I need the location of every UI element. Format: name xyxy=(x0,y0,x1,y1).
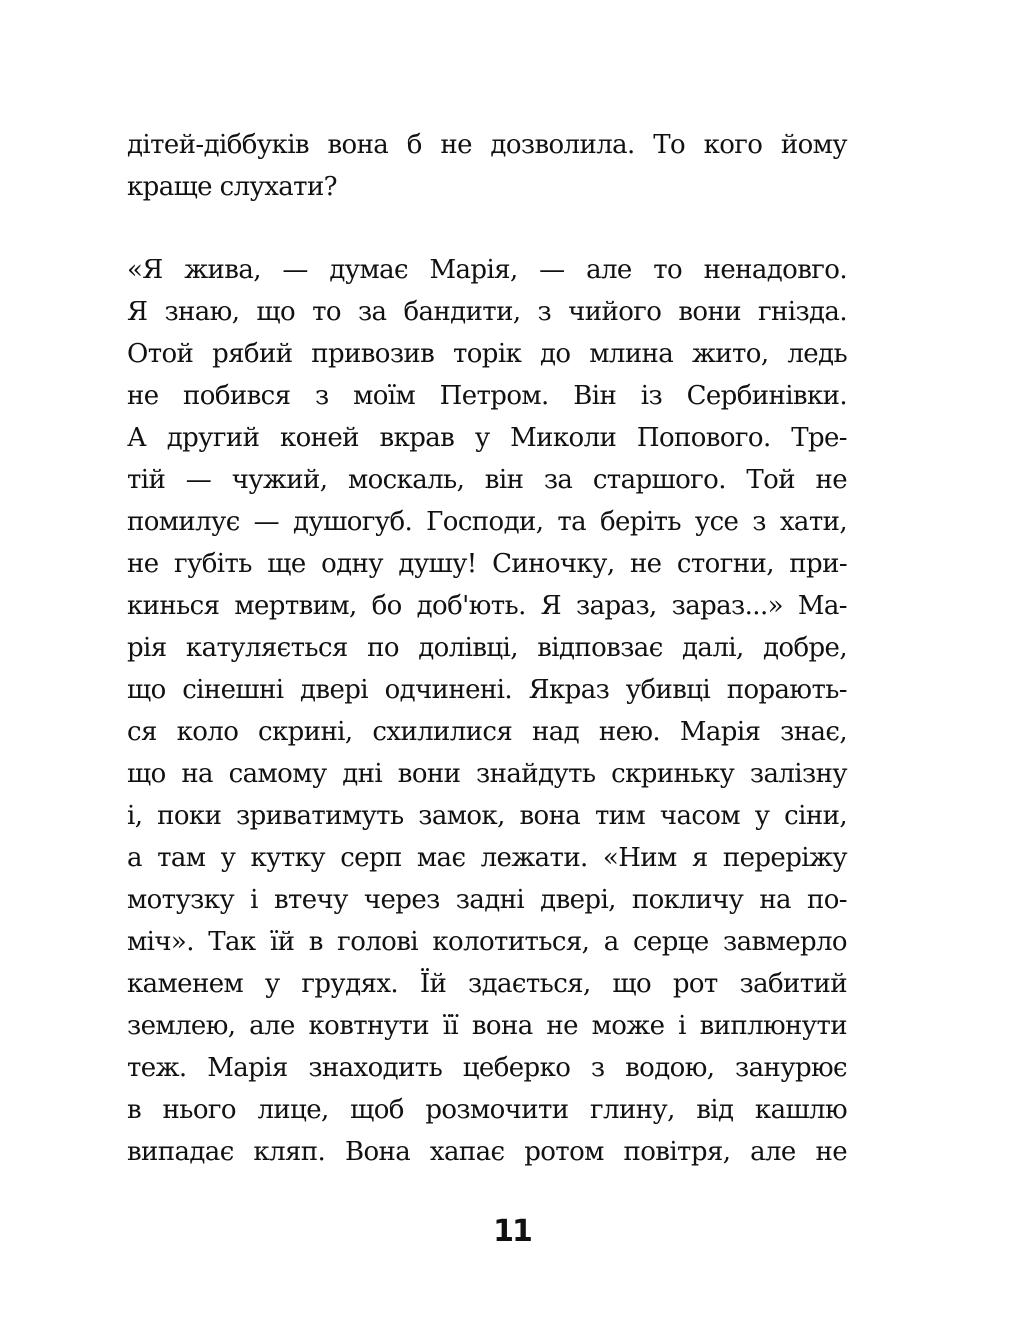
text-line: помилує — душогуб. Господи, та беріть усе з хати, xyxy=(127,507,847,537)
text-line: каменем у грудях. Їй здається, що рот забитий xyxy=(127,969,847,999)
text-line: тій — чужий, москаль, він за старшого. Той не xyxy=(127,465,847,495)
page-number: 11 xyxy=(493,1214,531,1249)
text-line: рія катуляється по долівці, відповзає далі, добре, xyxy=(127,633,847,663)
text-line: міч». Так їй в голові колотиться, а серце завмерло xyxy=(127,927,847,957)
text-line: «Я жива, — думає Марія, — але то ненадовго. xyxy=(127,255,847,285)
text-line: теж. Марія знаходить цеберко з водою, занурює xyxy=(127,1053,847,1083)
text-line: що на самому дні вони знайдуть скриньку залізну xyxy=(127,759,847,789)
text-line: не губіть ще одну душу! Синочку, не стогни, при- xyxy=(127,549,847,579)
text-line: а там у кутку серп має лежати. «Ним я переріжу xyxy=(127,843,847,873)
text-line: дітей-діббуків вона б не дозволила. То кого йому xyxy=(127,130,847,160)
text-line: не побився з моїм Петром. Він із Сербинівки. xyxy=(127,381,847,411)
text-line: випадає кляп. Вона хапає ротом повітря, але не xyxy=(127,1137,847,1167)
text-line: кинься мертвим, бо доб'ють. Я зараз, зараз...» Ма- xyxy=(127,591,847,621)
text-line: А другий коней вкрав у Миколи Попового. Тре- xyxy=(127,423,847,453)
text-line: Отой рябий привозив торік до млина жито, ледь xyxy=(127,339,847,369)
text-line: краще слухати? xyxy=(127,172,338,202)
text-line: і, поки зриватимуть замок, вона тим часом у сіни, xyxy=(127,801,847,831)
text-line: Я знаю, що то за бандити, з чийого вони гнізда. xyxy=(127,297,847,327)
text-line: що сінешні двері одчинені. Якраз убивці порають- xyxy=(127,675,847,705)
text-line: в нього лице, щоб розмочити глину, від кашлю xyxy=(127,1095,847,1125)
paragraph-1 xyxy=(127,124,847,208)
text-line: землею, але ковтнути її вона не може і виплюнути xyxy=(127,1011,847,1041)
text-line: мотузку і втечу через задні двері, покличу на по- xyxy=(127,885,847,915)
text-line: ся коло скрині, схилилися над нею. Марія знає, xyxy=(127,717,847,747)
paragraph-2 xyxy=(127,249,847,1173)
